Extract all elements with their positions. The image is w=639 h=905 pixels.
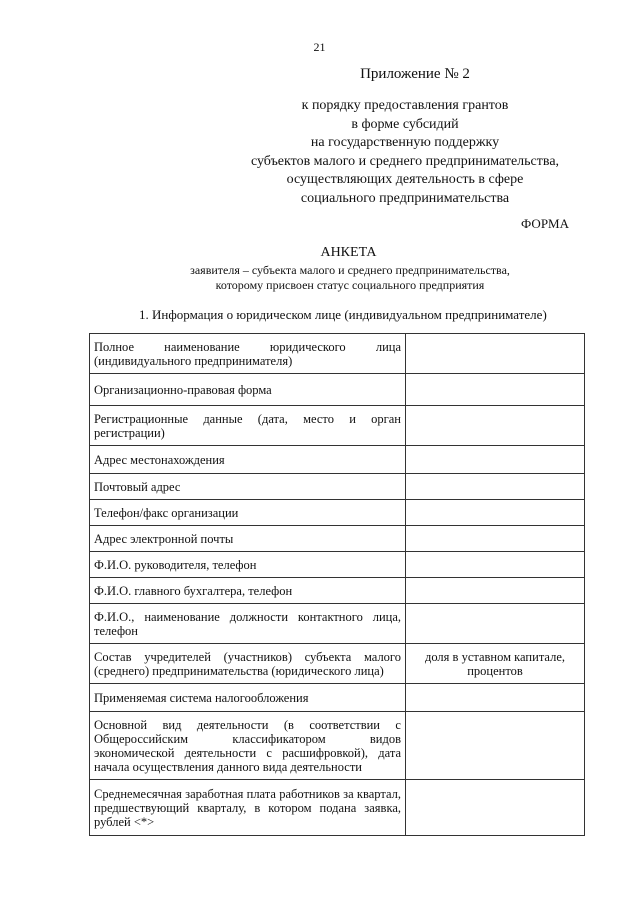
questionnaire-title: АНКЕТА	[320, 245, 377, 260]
row-value-field[interactable]	[406, 474, 585, 500]
row-label: Основной вид деятельности (в соответствии с Общероссийским классификатором видов экономической деятельности с расшифровкой), дата начала осуществления данного вида деятельности	[90, 712, 406, 780]
share-capital-header: доля в уставном капитале, процентов	[406, 644, 585, 684]
row-label: Телефон/факс организации	[90, 500, 406, 526]
table-row	[90, 406, 585, 446]
row-label: Адрес электронной почты	[90, 526, 406, 552]
applicant-line: заявителя – субъекта малого и среднего предпринимательства,	[190, 263, 510, 277]
row-label: Регистрационные данные (дата, место и орган регистрации)	[90, 406, 406, 446]
row-value-field[interactable]	[406, 500, 585, 526]
row-value-field[interactable]	[406, 334, 585, 374]
table-row	[90, 644, 585, 684]
form-label: ФОРМА	[521, 216, 569, 231]
to-order-line: социального предпринимательства	[300, 190, 510, 206]
to-order-line: на государственную поддержку	[310, 135, 500, 150]
row-label: Организационно-правовая форма	[90, 374, 406, 406]
table-row	[90, 780, 585, 836]
information-table	[89, 333, 585, 836]
to-order-block	[220, 97, 590, 208]
row-label: Почтовый адрес	[90, 474, 406, 500]
applicant-line: которому присвоен статус социального предприятия	[215, 278, 485, 292]
table-row	[90, 446, 585, 474]
applicant-subtitle	[150, 263, 550, 293]
row-value-field[interactable]	[406, 578, 585, 604]
row-label: Ф.И.О. главного бухгалтера, телефон	[90, 578, 406, 604]
row-label: Среднемесячная заработная плата работников за квартал, предшествующий кварталу, в котором подана заявка, рублей <*>	[90, 780, 406, 836]
table-row	[90, 578, 585, 604]
row-label: Применяемая система налогообложения	[90, 684, 406, 712]
table-row	[90, 684, 585, 712]
row-value-field[interactable]	[406, 446, 585, 474]
appendix-title: Приложение № 2	[360, 66, 470, 82]
row-value-field[interactable]	[406, 526, 585, 552]
section-title: 1. Информация о юридическом лице (индивидуальном предпринимателе)	[139, 307, 547, 322]
to-order-line: осуществляющих деятельность в сфере	[286, 172, 524, 187]
row-value-field[interactable]	[406, 604, 585, 644]
row-label: Адрес местонахождения	[90, 446, 406, 474]
to-order-line: субъектов малого и среднего предпринимательства,	[250, 153, 560, 169]
table-row	[90, 526, 585, 552]
to-order-line: в форме субсидий	[351, 116, 459, 132]
table-row	[90, 552, 585, 578]
row-value-field[interactable]	[406, 552, 585, 578]
page-number: 21	[313, 40, 326, 54]
to-order-line: к порядку предоставления грантов	[301, 98, 509, 113]
table-row	[90, 374, 585, 406]
row-value-field[interactable]	[406, 780, 585, 836]
row-value-field[interactable]	[406, 406, 585, 446]
row-label: Ф.И.О., наименование должности контактного лица, телефон	[90, 604, 406, 644]
table-row	[90, 604, 585, 644]
row-label: Полное наименование юридического лица (индивидуального предпринимателя)	[90, 334, 406, 374]
row-value-field[interactable]	[406, 374, 585, 406]
row-value-field[interactable]	[406, 712, 585, 780]
table-row	[90, 334, 585, 374]
row-label: Состав учредителей (участников) субъекта малого (среднего) предпринимательства (юридического лица)	[90, 644, 406, 684]
table-row	[90, 500, 585, 526]
table-row	[90, 474, 585, 500]
row-label: Ф.И.О. руководителя, телефон	[90, 552, 406, 578]
table-row	[90, 712, 585, 780]
row-value-field[interactable]	[406, 684, 585, 712]
